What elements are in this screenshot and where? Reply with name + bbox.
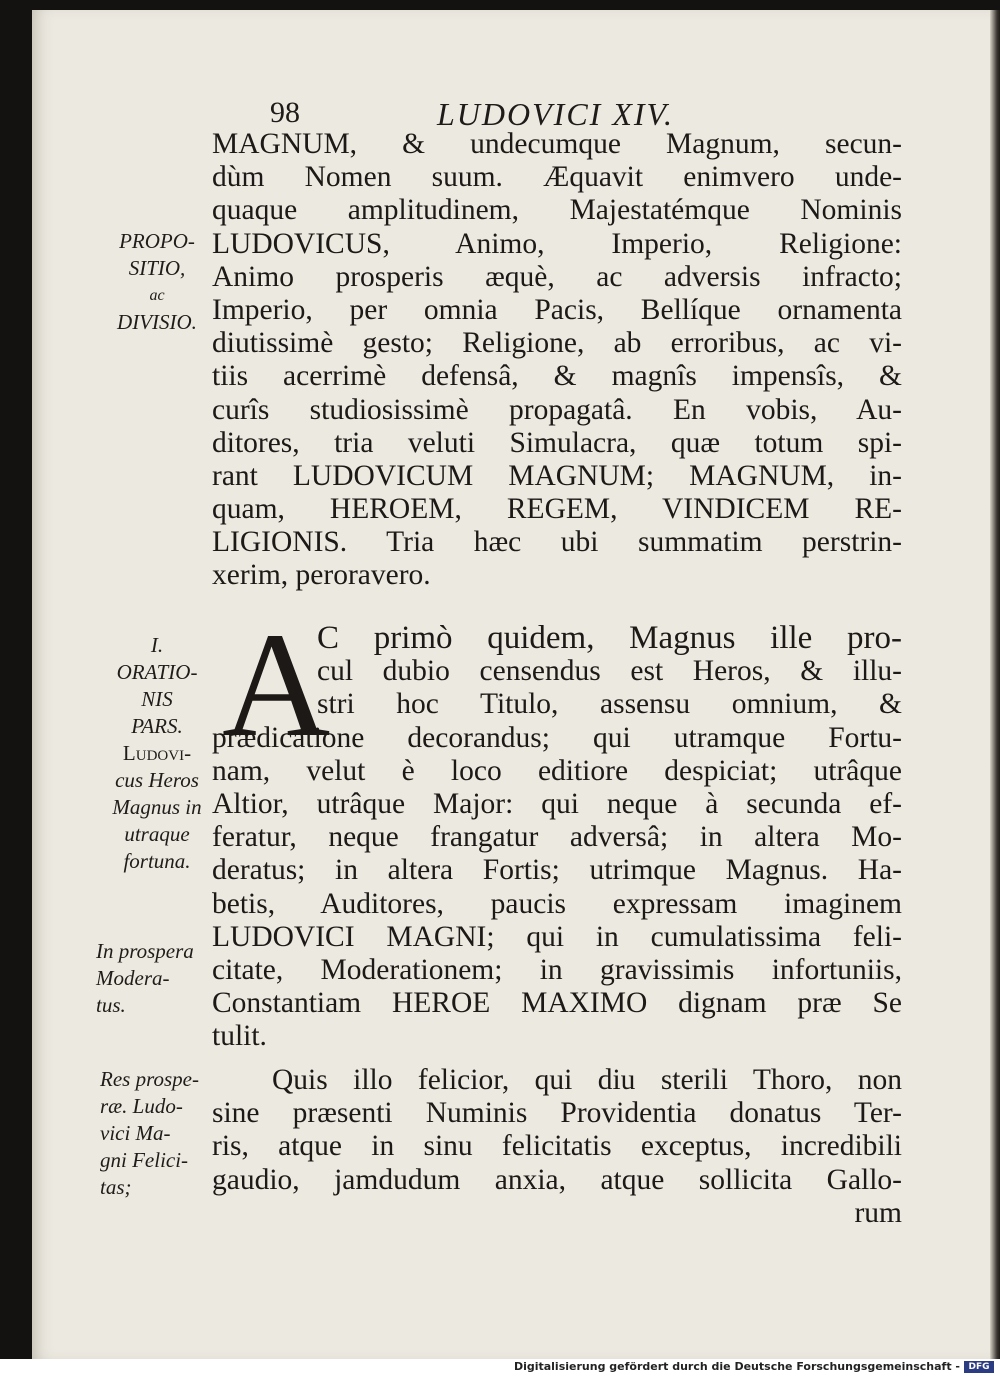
marginal-line: gni Felici-	[100, 1148, 189, 1172]
text-line: prædicatione decorandus; qui utramque Fortu-	[212, 721, 902, 754]
text-line: dùm Nomen suum. Æquavit enimvero unde-	[212, 161, 902, 194]
marginal-line: NIS	[141, 687, 173, 711]
text-line: citate, Moderationem; in gravissimis infortuniis,	[212, 953, 902, 986]
marginal-note-propositio	[96, 228, 218, 336]
text-line: Imperio, per omnia Pacis, Bellíque ornamenta	[212, 293, 902, 326]
marginal-line: ac	[149, 287, 165, 304]
marginal-line: PARS.	[131, 714, 183, 738]
marginal-line: PROPO-	[119, 229, 195, 253]
marginal-line: ORATIO-	[116, 660, 198, 684]
footer-credit: Digitalisierung gefördert durch die Deutsche Forschungsgemeinschaft -	[513, 1360, 960, 1373]
marginal-line: Ludovi-	[122, 741, 192, 765]
text-line: Altior, utrâque Major: qui neque à secunda ef-	[212, 787, 902, 820]
marginal-line: I.	[150, 633, 164, 657]
catchword: rum	[854, 1196, 902, 1229]
marginal-line: tus.	[96, 993, 126, 1017]
marginal-line: SITIO,	[128, 256, 186, 280]
text-line: nam, velut è loco editiore despiciat; utrâque	[212, 754, 902, 787]
text-line: feratur, neque frangatur adversâ; in altera Mo-	[212, 821, 902, 854]
dfg-logo: DFG	[964, 1361, 994, 1373]
running-title: LUDOVICI XIV.	[437, 96, 674, 132]
text-line: quam, HEROEM, REGEM, VINDICEM RE-	[212, 493, 902, 526]
marginal-line: Res prospe-	[100, 1067, 199, 1091]
text-line: tiis acerrimè defensâ, & magnîs impensîs, &	[212, 360, 902, 393]
drop-cap-lines	[212, 622, 902, 722]
paragraph-propositio	[212, 128, 902, 593]
marginal-line: ræ. Ludo-	[100, 1094, 183, 1118]
text-line: Animo prosperis æquè, ac adversis infracto;	[212, 260, 902, 293]
digitization-footer	[0, 1359, 1000, 1376]
text-line: gaudio, jamdudum anxia, atque sollicita Gallo-	[212, 1163, 902, 1196]
marginal-line: fortuna.	[123, 849, 191, 873]
text-line: xerim, peroravero.	[212, 559, 431, 592]
text-line: deratus; in altera Fortis; utrimque Magnus. Ha-	[212, 854, 902, 887]
text-line: betis, Auditores, paucis expressam imaginem	[212, 887, 902, 920]
marginal-line: tas;	[100, 1175, 132, 1199]
marginal-line: vici Ma-	[100, 1121, 171, 1145]
marginal-line: cus Heros	[115, 768, 199, 792]
marginal-line: DIVISIO.	[117, 310, 197, 334]
text-line: LUDOVICI MAGNI; qui in cumulatissima feli-	[212, 920, 902, 953]
marginal-line: In prospera	[96, 939, 194, 963]
text-line: ditores, tria veluti Simulacra, quæ totum spi-	[212, 426, 902, 459]
paragraph-felicitas	[212, 1064, 902, 1230]
text-line: LUDOVICUS, Animo, Imperio, Religione:	[212, 227, 902, 260]
paragraph-pars-prima	[212, 622, 902, 1053]
marginal-line: Magnus in	[112, 795, 202, 819]
text-line: tulit.	[212, 1020, 267, 1053]
drop-cap-letter: A	[222, 602, 331, 768]
text-line: Quis illo felicior, qui diu sterili Thoro, non	[272, 1064, 902, 1096]
text-line: MAGNUM, & undecumque Magnum, secun-	[212, 128, 902, 160]
page-edge-shadow	[990, 10, 1000, 1359]
text-line: stri hoc Titulo, assensu omnium, &	[317, 688, 902, 721]
text-line: LIGIONIS. Tria hæc ubi summatim perstrin-	[212, 526, 902, 559]
text-line: quaque amplitudinem, Majestatémque Nominis	[212, 194, 902, 227]
marginal-line: utraque	[124, 822, 190, 846]
page-number: 98	[270, 96, 300, 129]
marginal-note-res-prosperae	[100, 1066, 222, 1201]
text-line: C primò quidem, Magnus ille pro-	[317, 622, 902, 656]
text-line: Constantiam HEROE MAXIMO dignam præ Se	[212, 987, 902, 1020]
text-line: curîs studiosissimè propagatâ. En vobis, Au-	[212, 393, 902, 426]
text-line: rant LUDOVICUM MAGNUM; MAGNUM, in-	[212, 459, 902, 492]
marginal-line: Modera-	[96, 966, 170, 990]
text-line: cul dubio censendus est Heros, & illu-	[317, 655, 902, 688]
marginal-note-prospera	[96, 938, 218, 1019]
marginal-note-pars	[96, 632, 218, 875]
text-line: diutissimè gesto; Religione, ab erroribus, ac vi-	[212, 327, 902, 360]
text-line: ris, atque in sinu felicitatis exceptus, incredibili	[212, 1130, 902, 1163]
text-line: sine præsenti Numinis Providentia donatus Ter-	[212, 1097, 902, 1130]
